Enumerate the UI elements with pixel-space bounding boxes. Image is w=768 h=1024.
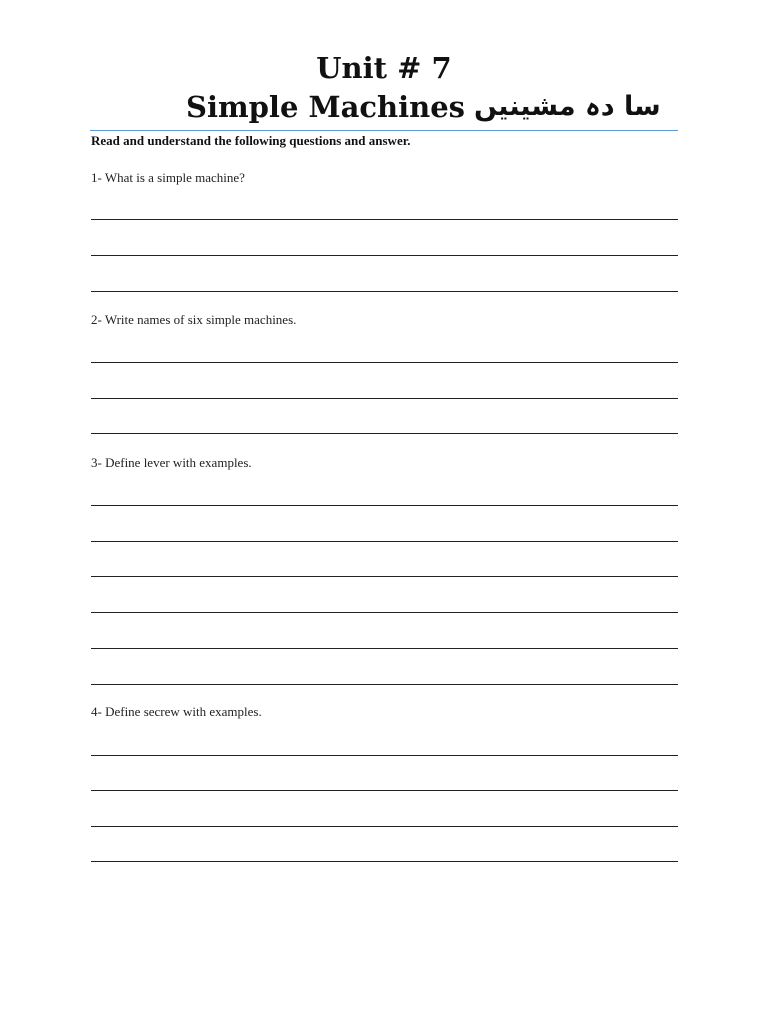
answer-line[interactable] <box>91 790 678 791</box>
title-divider <box>90 130 678 131</box>
unit-title: Unit # 7 <box>316 51 452 85</box>
question-4: 4- Define secrew with examples. <box>91 704 262 719</box>
page-title-urdu: سا دہ مشینیں <box>474 91 661 122</box>
question-3: 3- Define lever with examples. <box>91 455 252 470</box>
answer-line[interactable] <box>91 612 678 613</box>
answer-line[interactable] <box>91 826 678 827</box>
answer-line[interactable] <box>91 398 678 399</box>
answer-line[interactable] <box>91 433 678 434</box>
answer-line[interactable] <box>91 684 678 685</box>
page-title: Simple Machines <box>186 90 465 124</box>
answer-line[interactable] <box>91 541 678 542</box>
question-2: 2- Write names of six simple machines. <box>91 312 297 327</box>
answer-line[interactable] <box>91 648 678 649</box>
answer-line[interactable] <box>91 861 678 862</box>
answer-line[interactable] <box>91 576 678 577</box>
answer-line[interactable] <box>91 362 678 363</box>
question-1: 1- What is a simple machine? <box>91 170 245 185</box>
answer-line[interactable] <box>91 219 678 220</box>
answer-line[interactable] <box>91 255 678 256</box>
instructions-text: Read and understand the following questions and answer. <box>91 133 411 148</box>
answer-line[interactable] <box>91 291 678 292</box>
answer-line[interactable] <box>91 755 678 756</box>
answer-line[interactable] <box>91 505 678 506</box>
